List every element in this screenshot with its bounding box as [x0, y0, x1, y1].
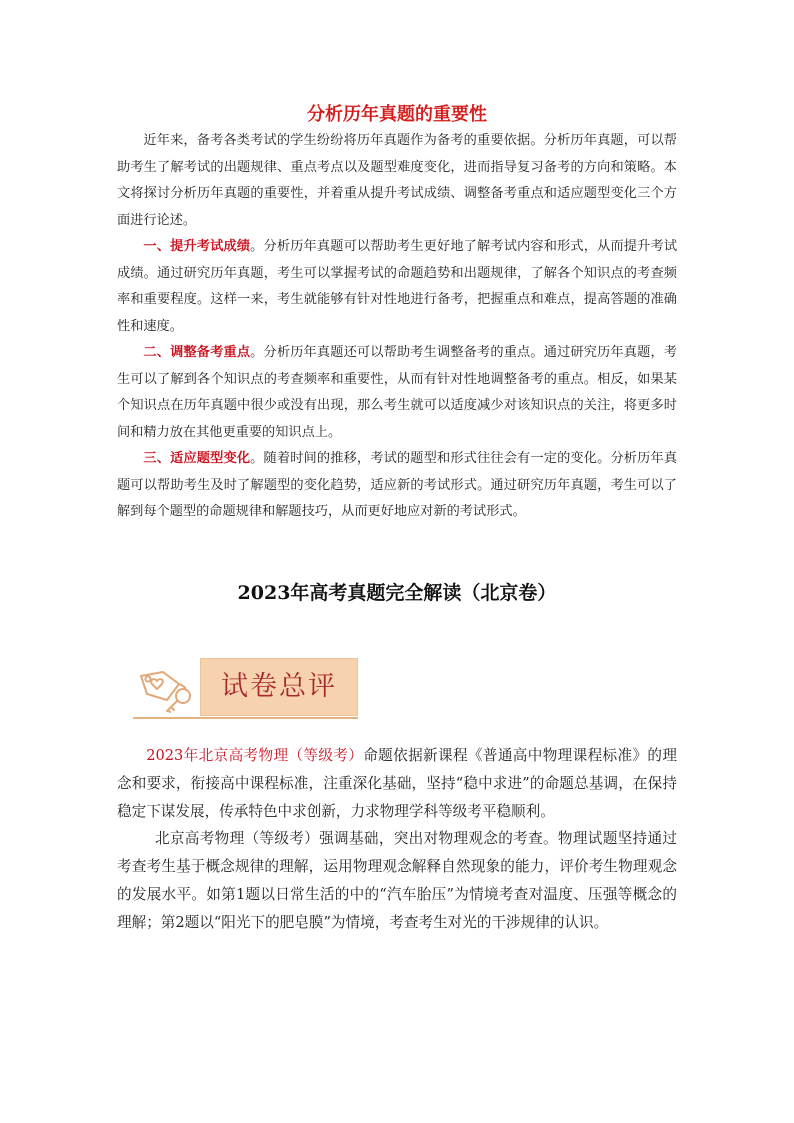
review-text: 命题依据新课程《普通高中物理课程标准》的理念和要求，衔接高中课程标准，注重深化基础，坚持“稳中求进”的命题总基调，在保持稳定下谋发展，传承特色中求创新，力求物理学科等级考平稳顺利。 — [117, 747, 677, 820]
point-number: 一、 — [143, 239, 171, 254]
article-title: 分析历年真题的重要性 — [307, 104, 487, 125]
section-banner — [133, 658, 358, 721]
point-paragraph-1 — [117, 234, 677, 340]
banner-underline — [133, 717, 358, 719]
point-paragraph-2 — [117, 340, 677, 446]
point-keyword: 调整备考重点 — [170, 345, 251, 360]
review-paragraph-1 — [117, 742, 677, 825]
point-text: 。分析历年真题还可以帮助考生调整备考的重点。通过研究历年真题，考生可以了解到各个知识点的考查频率和重要性，从而有针对性地调整备考的重点。相反，如果某个知识点在历年真题中很少或没有出现，那么考生就可以适度减少对该知识点的关注，将更多时间和精力放在其他更重要的知识点上。 — [117, 345, 678, 440]
article-body — [117, 128, 677, 526]
point-number: 三、 — [143, 451, 171, 466]
point-paragraph-3 — [117, 446, 677, 526]
banner-title: 试卷总评 — [221, 671, 337, 702]
point-text: 。分析历年真题可以帮助考生更好地了解考试内容和形式，从而提升考试成绩。通过研究历年真题，考生可以掌握考试的命题趋势和出题规律，了解各个知识点的考查频率和重要程度。这样一来，考生就能够有针对性地进行备考，把握重点和难点，提高答题的准确性和速度。 — [117, 239, 678, 334]
exam-title: 2023年高考真题完全解读（北京卷） — [237, 582, 557, 604]
key-tag-icon — [133, 662, 203, 716]
exam-review-body — [117, 742, 677, 937]
point-keyword: 提升考试成绩 — [170, 239, 251, 254]
banner-box — [200, 658, 358, 716]
point-number: 二、 — [143, 345, 171, 360]
review-lead: 2023年北京高考物理（等级考） — [146, 747, 364, 764]
point-text: 。随着时间的推移，考试的题型和形式往往会有一定的变化。分析历年真题可以帮助考生及时了解题型的变化趋势，适应新的考试形式。通过研究历年真题，考生可以了解到每个题型的命题规律和解题技巧，从而更好地应对新的考试形式。 — [117, 451, 678, 519]
intro-paragraph: 近年来，备考各类考试的学生纷纷将历年真题作为备考的重要依据。分析历年真题，可以帮助考生了解考试的出题规律、重点考点以及题型难度变化，进而指导复习备考的方向和策略。本文将探讨分析历年真题的重要性，并着重从提升考试成绩、调整备考重点和适应题型变化三个方面进行论述。 — [117, 133, 677, 228]
review-paragraph-2: 北京高考物理（等级考）强调基础，突出对物理观念的考查。物理试题坚持通过考查考生基于概念规律的理解，运用物理观念解释自然现象的能力，评价考生物理观念的发展水平。如第1题以日常生活的中的“汽车胎压”为情境考查对温度、压强等概念的理解；第2题以“阳光下的肥皂膜”为情境，考查考生对光的干涉规律的认识。 — [117, 830, 677, 931]
point-keyword: 适应题型变化 — [170, 451, 251, 466]
